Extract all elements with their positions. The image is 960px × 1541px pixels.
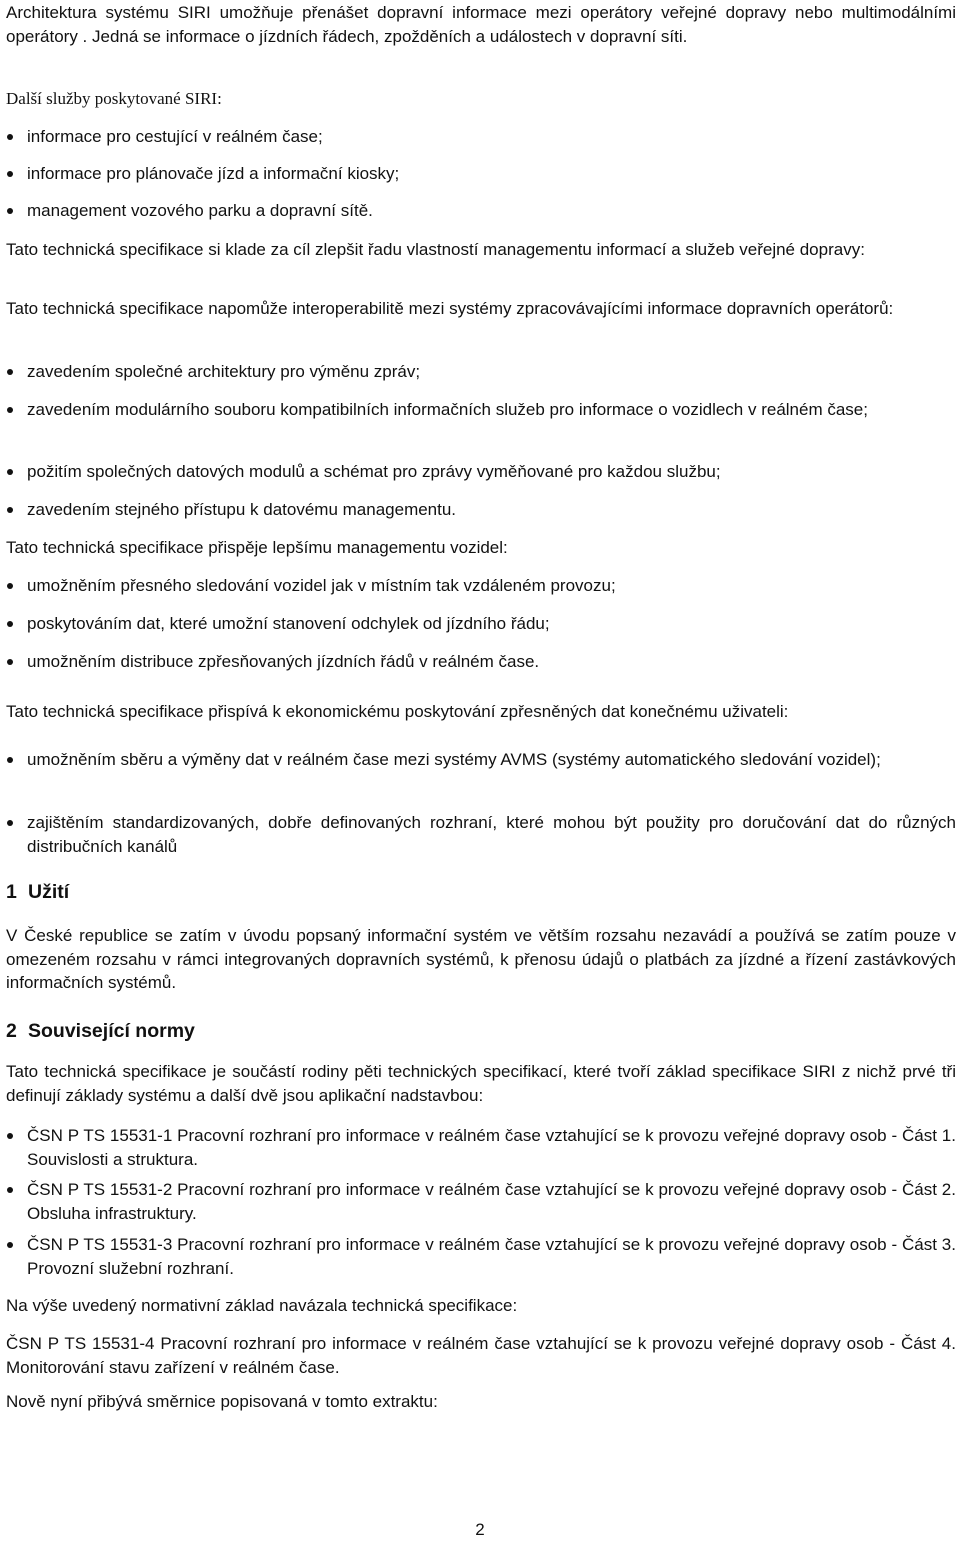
services-heading: Další služby poskytované SIRI: <box>6 89 222 108</box>
section-number: 2 <box>6 1020 17 1042</box>
new-directive-paragraph: Nově nyní přibývá směrnice popisovaná v tomto extraktu: <box>6 1392 438 1411</box>
followup-paragraph: Na výše uvedený normativní základ navázala technická specifikace: <box>6 1296 518 1315</box>
list-item: zavedením modulárního souboru kompatibilních informačních služeb pro informace o vozidlech v reálném čase; <box>27 398 956 422</box>
vehicles-paragraph: Tato technická specifikace přispěje lepšímu managementu vozidel: <box>6 538 508 557</box>
list-item: informace pro plánovače jízd a informační kiosky; <box>27 162 956 186</box>
list-item: ČSN P TS 15531-1 Pracovní rozhraní pro informace v reálném čase vztahující se k provozu veřejné dopravy osob - Část 1. Souvislosti a struktura. <box>27 1124 956 1171</box>
list-item: zavedením společné architektury pro výměnu zpráv; <box>27 360 956 384</box>
section-1-paragraph: V České republice se zatím v úvodu popsaný informační systém ve větším rozsahu nezavádí a používá se zatím pouze v omezeném rozsahu v rámci integrovaných dopravních systémů, k přenosu údajů o platbách za jízdné a řízení zastávkových informačních systémů. <box>6 926 956 992</box>
list-item: umožněním přesného sledování vozidel jak v místním tak vzdáleném provozu; <box>27 574 956 598</box>
section-1-heading <box>6 881 69 904</box>
economy-paragraph: Tato technická specifikace přispívá k ekonomickému poskytování zpřesněných dat konečnému uživateli: <box>6 702 789 721</box>
list-item: management vozového parku a dopravní sítě. <box>27 199 956 223</box>
list-item: umožněním sběru a výměny dat v reálném čase mezi systémy AVMS (systémy automatického sledování vozidel); <box>27 748 956 772</box>
intro-paragraph: Architektura systému SIRI umožňuje přenášet dopravní informace mezi operátory veřejné dopravy nebo multimodálními operátory . Jedná se informace o jízdních řádech, zpožděních a událostech v dopravní síti. <box>6 3 956 46</box>
list-item: ČSN P TS 15531-3 Pracovní rozhraní pro informace v reálném čase vztahující se k provozu veřejné dopravy osob - Část 3. Provozní služební rozhraní. <box>27 1233 956 1280</box>
page-number: 2 <box>475 1520 485 1539</box>
section-2-heading <box>6 1020 195 1043</box>
part4-paragraph: ČSN P TS 15531-4 Pracovní rozhraní pro informace v reálném čase vztahující se k provozu veřejné dopravy osob - Část 4. Monitorování stavu zařízení v reálném čase. <box>6 1334 956 1377</box>
section-title: Užití <box>28 881 70 903</box>
section-2-paragraph: Tato technická specifikace je součástí rodiny pěti technických specifikací, které tvoří základ specifikace SIRI z nichž prvé tři definují základy systému a další dvě jsou aplikační nadstavbou: <box>6 1062 956 1105</box>
list-item: požitím společných datových modulů a schémat pro zprávy vyměňované pro každou službu; <box>27 460 956 484</box>
list-item: ČSN P TS 15531-2 Pracovní rozhraní pro informace v reálném čase vztahující se k provozu veřejné dopravy osob - Část 2. Obsluha infrastruktury. <box>27 1178 956 1225</box>
list-item: informace pro cestující v reálném čase; <box>27 125 956 149</box>
list-item: zajištěním standardizovaných, dobře definovaných rozhraní, které mohou být použity pro doručování dat do různých distribučních kanálů <box>27 811 956 858</box>
interop-paragraph: Tato technická specifikace napomůže interoperabilitě mezi systémy zpracovávajícími informace dopravních operátorů: <box>6 299 894 318</box>
section-number: 1 <box>6 881 17 903</box>
list-item: zavedením stejného přístupu k datovému managementu. <box>27 498 956 522</box>
goal-paragraph: Tato technická specifikace si klade za cíl zlepšit řadu vlastností managementu informací a služeb veřejné dopravy: <box>6 240 865 259</box>
list-item: poskytováním dat, které umožní stanovení odchylek od jízdního řádu; <box>27 612 956 636</box>
section-title: Související normy <box>28 1020 195 1042</box>
list-item: umožněním distribuce zpřesňovaných jízdních řádů v reálném čase. <box>27 650 956 674</box>
